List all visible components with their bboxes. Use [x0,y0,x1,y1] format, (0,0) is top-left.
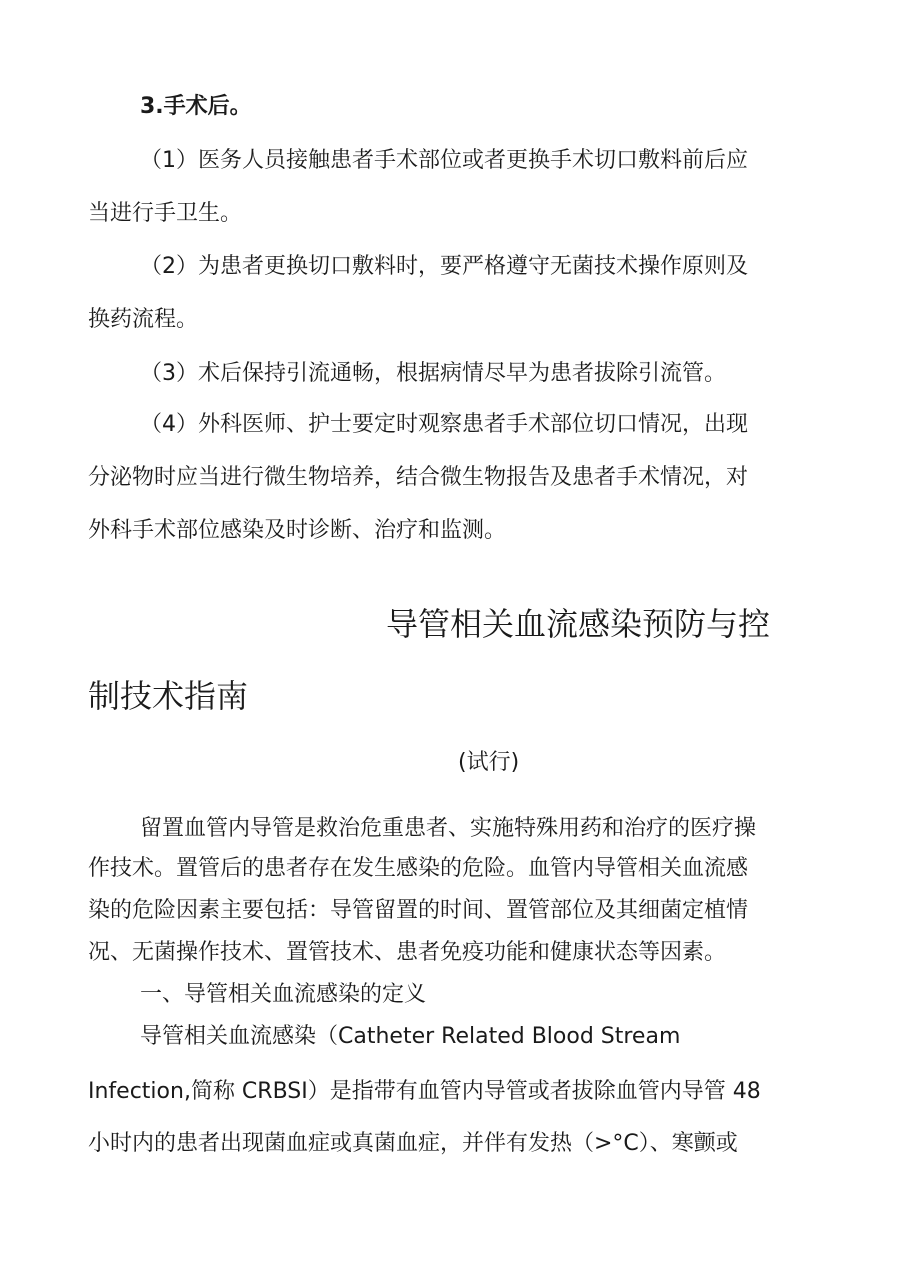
paragraph-line: 当进行手卫生。 [88,201,243,226]
paragraph-line: （1）医务人员接触患者手术部位或者更换手术切口敷料前后应 [140,148,748,173]
paragraph-line: 况、无菌操作技术、置管技术、患者免疫功能和健康状态等因素。 [88,940,727,965]
paragraph-line: 换药流程。 [88,307,199,332]
paragraph-line: Infection,简称 CRBSI）是指带有血管内导管或者拔除血管内导管 48 [88,1079,761,1104]
section-heading-definition: 一、导管相关血流感染的定义 [140,982,427,1007]
document-subtitle: (试行) [458,750,520,775]
paragraph-line: （3）术后保持引流通畅，根据病情尽早为患者拔除引流管。 [140,361,726,386]
paragraph-line: （4）外科医师、护士要定时观察患者手术部位切口情况，出现 [140,412,748,437]
paragraph-line: 留置血管内导管是救治危重患者、实施特殊用药和治疗的医疗操 [140,816,757,841]
paragraph-line: 外科手术部位感染及时诊断、治疗和监测。 [88,518,507,543]
paragraph-line: 分泌物时应当进行微生物培养，结合微生物报告及患者手术情况，对 [88,465,749,490]
paragraph-line: 小时内的患者出现菌血症或真菌血症，并伴有发热（>°C）、寒颤或 [88,1131,738,1156]
paragraph-line: 作技术。置管后的患者存在发生感染的危险。血管内导管相关血流感 [88,856,749,881]
section-heading-post-op: 3.手术后。 [140,94,252,119]
paragraph-line: （2）为患者更换切口敷料时，要严格遵守无菌技术操作原则及 [140,254,748,279]
document-title-continued: 制技术指南 [88,677,249,715]
document-title: 导管相关血流感染预防与控 [386,605,771,643]
paragraph-line: 染的危险因素主要包括：导管留置的时间、置管部位及其细菌定植情 [88,898,749,923]
paragraph-line: 导管相关血流感染（Catheter Related Blood Stream [140,1024,681,1049]
